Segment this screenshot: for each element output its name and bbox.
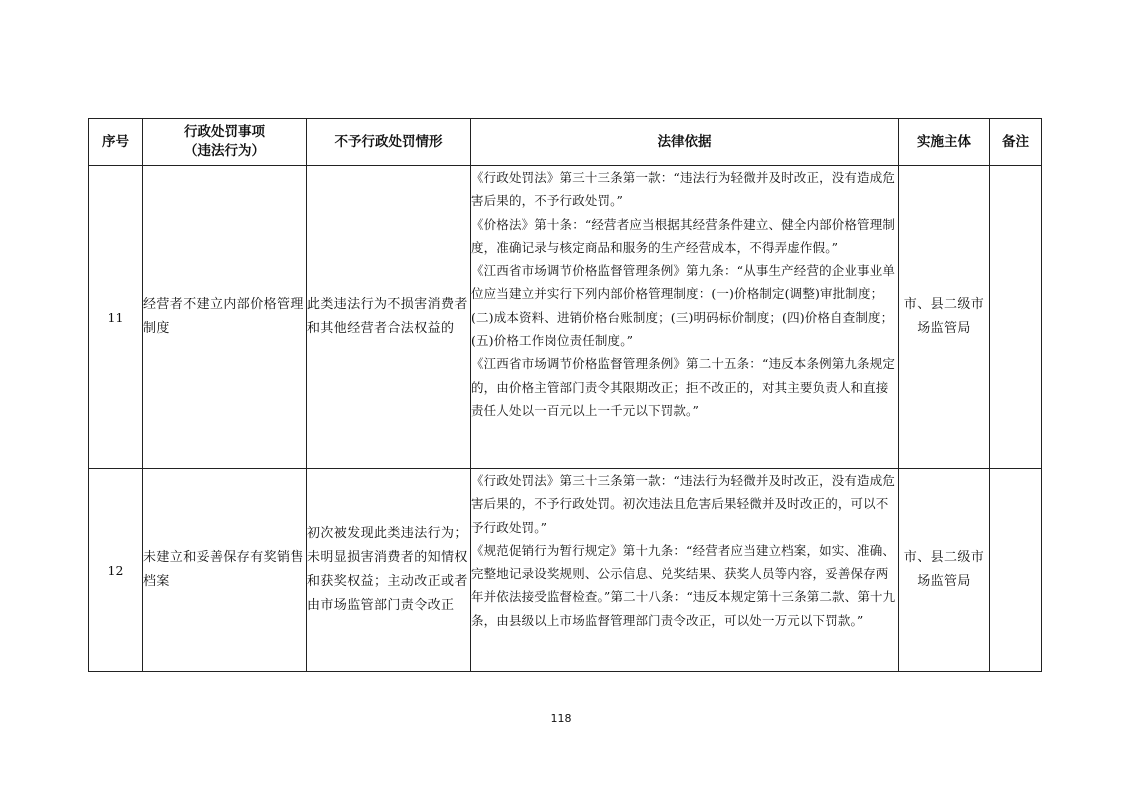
header-matter-line2: （违法行为） (184, 143, 265, 159)
row-basis (471, 469, 899, 672)
page-number: 118 (550, 712, 572, 725)
row-remark (990, 166, 1042, 469)
header-matter-line1: 行政处罚事项 (184, 124, 265, 140)
basis-paragraph: 《行政处罚法》第三十三条第一款：“违法行为轻微并及时改正，没有造成危害后果的，不予行政处罚。” (471, 170, 895, 209)
row-entity: 市、县二级市场监管局 (899, 166, 990, 469)
row-seq: 11 (89, 166, 143, 469)
header-exempt: 不予行政处罚情形 (307, 119, 471, 166)
header-seq: 序号 (89, 119, 143, 166)
row-remark (990, 469, 1042, 672)
header-matter (143, 119, 307, 166)
row-exempt: 初次被发现此类违法行为；未明显损害消费者的知情权和获奖权益；主动改正或者由市场监管部门责令改正 (307, 469, 471, 672)
basis-paragraph: 《行政处罚法》第三十三条第一款：“违法行为轻微并及时改正，没有造成危害后果的，不予行政处罚。初次违法且危害后果轻微并及时改正的，可以不予行政处罚。” (471, 473, 895, 535)
table-row (89, 469, 1042, 672)
basis-paragraph: 《江西省市场调节价格监督管理条例》第九条：“从事生产经营的企业事业单位应当建立并实行下列内部价格管理制度：(一)价格制定(调整)审批制度；(二)成本资料、进销价格台账制度；(三)明码标价制度；(四)价格自查制度；(五)价格工作岗位责任制度。” (471, 263, 895, 349)
header-entity: 实施主体 (899, 119, 990, 166)
row-entity: 市、县二级市场监管局 (899, 469, 990, 672)
basis-paragraph: 《规范促销行为暂行规定》第十九条：“经营者应当建立档案，如实、准确、完整地记录设奖规则、公示信息、兑奖结果、获奖人员等内容，妥善保存两年并依法接受监督检查。”第二十八条：“违反本规定第十三条第二款、第十九条，由县级以上市场监督管理部门责令改正，可以处一万元以下罚款。” (471, 542, 896, 628)
row-basis (471, 166, 899, 469)
header-remark: 备注 (990, 119, 1042, 166)
table-header-row (89, 119, 1042, 166)
basis-paragraph: 《江西省市场调节价格监督管理条例》第二十五条：“违反本条例第九条规定的，由价格主管部门责令其限期改正；拒不改正的，对其主要负责人和直接责任人处以一百元以上一千元以下罚款。” (471, 356, 895, 418)
penalty-table (88, 118, 1042, 672)
row-matter: 未建立和妥善保存有奖销售档案 (143, 469, 307, 672)
row-exempt: 此类违法行为不损害消费者和其他经营者合法权益的 (307, 166, 471, 469)
row-seq: 12 (89, 469, 143, 672)
basis-paragraph: 《价格法》第十条：“经营者应当根据其经营条件建立、健全内部价格管理制度，准确记录与核定商品和服务的生产经营成本，不得弄虚作假。” (471, 216, 895, 255)
row-matter: 经营者不建立内部价格管理制度 (143, 166, 307, 469)
header-basis: 法律依据 (471, 119, 899, 166)
table-row (89, 166, 1042, 469)
